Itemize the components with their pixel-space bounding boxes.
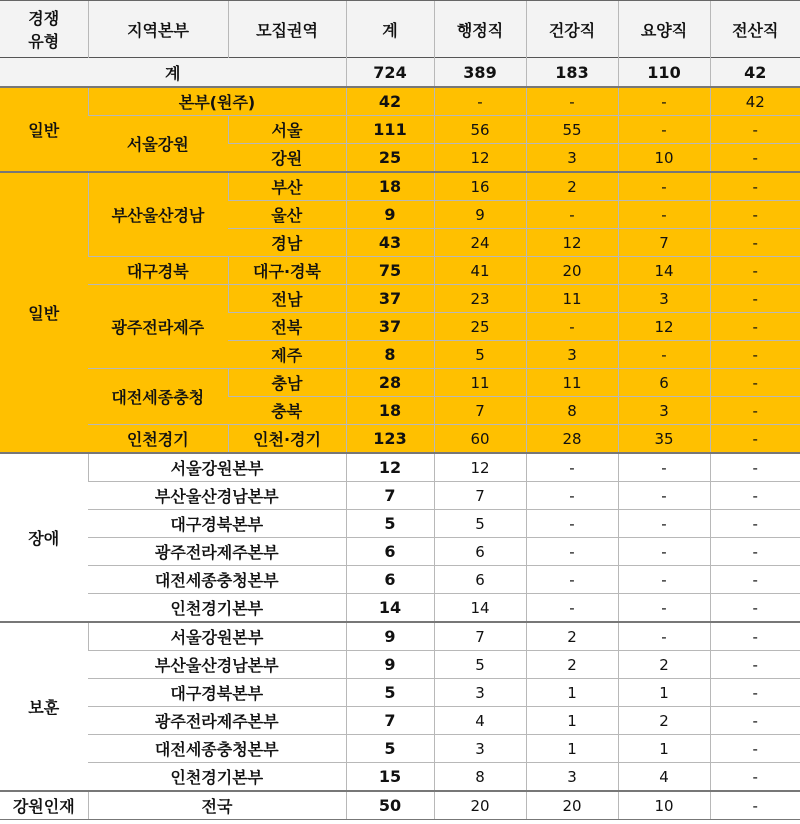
area-cell: 부산: [228, 172, 346, 201]
table-row: [0, 679, 800, 707]
cell-health: 1: [526, 735, 618, 763]
cell-total: 7: [346, 707, 434, 735]
cell-health: 20: [526, 257, 618, 285]
region-cell: 서울강원본부: [88, 622, 346, 651]
cell-it: -: [710, 313, 800, 341]
cell-it: -: [710, 594, 800, 623]
table-row: [0, 622, 800, 651]
competition-type-cell: 강원인재: [0, 791, 88, 820]
cell-health: -: [526, 482, 618, 510]
cell-health: 11: [526, 369, 618, 397]
cell-admin: 5: [434, 651, 526, 679]
area-cell: 전남: [228, 285, 346, 313]
header-type: 경쟁 유형: [0, 1, 88, 58]
cell-health: 2: [526, 622, 618, 651]
cell-care: -: [618, 341, 710, 369]
region-cell: 대전세종충청: [88, 369, 228, 425]
table-row: [0, 566, 800, 594]
region-cell: 서울강원본부: [88, 453, 346, 482]
region-cell: 서울강원: [88, 116, 228, 173]
table-row: [0, 257, 800, 285]
cell-health: -: [526, 510, 618, 538]
header-admin: 행정직: [434, 1, 526, 58]
cell-care: 3: [618, 397, 710, 425]
cell-admin: 7: [434, 482, 526, 510]
header-total: 계: [346, 1, 434, 58]
cell-it: -: [710, 397, 800, 425]
cell-health: 2: [526, 172, 618, 201]
region-cell: 부산울산경남: [88, 172, 228, 257]
cell-total: 12: [346, 453, 434, 482]
cell-it: -: [710, 622, 800, 651]
table-row: [0, 791, 800, 820]
grand-total-care: 110: [618, 58, 710, 88]
cell-health: 1: [526, 679, 618, 707]
area-cell: 충북: [228, 397, 346, 425]
cell-it: -: [710, 229, 800, 257]
cell-health: -: [526, 313, 618, 341]
cell-care: 14: [618, 257, 710, 285]
region-cell: 인천경기: [88, 425, 228, 454]
region-cell: 광주전라제주본부: [88, 538, 346, 566]
cell-care: 4: [618, 763, 710, 792]
competition-type-cell: 장애: [0, 453, 88, 622]
table-row: [0, 453, 800, 482]
cell-it: -: [710, 341, 800, 369]
cell-health: 3: [526, 341, 618, 369]
cell-admin: -: [434, 87, 526, 116]
competition-type-cell: 일반: [0, 87, 88, 172]
cell-health: 3: [526, 144, 618, 173]
cell-care: -: [618, 201, 710, 229]
cell-it: 42: [710, 87, 800, 116]
header-row: [0, 1, 800, 58]
region-cell: 광주전라제주: [88, 285, 228, 369]
cell-it: -: [710, 566, 800, 594]
cell-total: 42: [346, 87, 434, 116]
header-care: 요양직: [618, 1, 710, 58]
cell-care: -: [618, 116, 710, 144]
grand-total-label: 계: [0, 58, 346, 88]
region-cell: 대구경북: [88, 257, 228, 285]
cell-care: 2: [618, 707, 710, 735]
cell-admin: 56: [434, 116, 526, 144]
grand-total-it: 42: [710, 58, 800, 88]
area-cell: 울산: [228, 201, 346, 229]
region-cell: 대전세종충청본부: [88, 735, 346, 763]
cell-care: 12: [618, 313, 710, 341]
cell-care: 2: [618, 651, 710, 679]
table-row: [0, 510, 800, 538]
cell-total: 37: [346, 285, 434, 313]
cell-health: 11: [526, 285, 618, 313]
cell-total: 5: [346, 510, 434, 538]
cell-it: -: [710, 707, 800, 735]
table-row: [0, 425, 800, 454]
cell-total: 5: [346, 679, 434, 707]
cell-it: -: [710, 369, 800, 397]
region-cell: 부산울산경남본부: [88, 482, 346, 510]
cell-total: 43: [346, 229, 434, 257]
cell-it: -: [710, 285, 800, 313]
cell-it: -: [710, 116, 800, 144]
cell-total: 7: [346, 482, 434, 510]
cell-admin: 14: [434, 594, 526, 623]
cell-it: -: [710, 510, 800, 538]
cell-total: 25: [346, 144, 434, 173]
header-health: 건강직: [526, 1, 618, 58]
table-row: [0, 116, 800, 144]
cell-admin: 60: [434, 425, 526, 454]
cell-it: -: [710, 257, 800, 285]
cell-it: -: [710, 172, 800, 201]
cell-admin: 23: [434, 285, 526, 313]
cell-health: -: [526, 87, 618, 116]
table-row: [0, 87, 800, 116]
cell-admin: 11: [434, 369, 526, 397]
table-row: [0, 707, 800, 735]
cell-total: 5: [346, 735, 434, 763]
region-cell: 대전세종충청본부: [88, 566, 346, 594]
cell-it: -: [710, 651, 800, 679]
cell-care: -: [618, 87, 710, 116]
cell-total: 14: [346, 594, 434, 623]
cell-health: 12: [526, 229, 618, 257]
cell-care: -: [618, 566, 710, 594]
cell-care: 3: [618, 285, 710, 313]
cell-admin: 20: [434, 791, 526, 820]
cell-care: -: [618, 172, 710, 201]
cell-it: -: [710, 763, 800, 792]
table-row: [0, 651, 800, 679]
grand-total-health: 183: [526, 58, 618, 88]
cell-admin: 9: [434, 201, 526, 229]
grand-total-total: 724: [346, 58, 434, 88]
header-it: 전산직: [710, 1, 800, 58]
cell-admin: 41: [434, 257, 526, 285]
cell-it: -: [710, 201, 800, 229]
competition-type-cell: 일반: [0, 172, 88, 453]
cell-care: -: [618, 453, 710, 482]
cell-care: 6: [618, 369, 710, 397]
cell-health: 8: [526, 397, 618, 425]
table-row: [0, 763, 800, 792]
region-cell: 전국: [88, 791, 346, 820]
table-row: [0, 594, 800, 623]
cell-admin: 6: [434, 566, 526, 594]
cell-care: 10: [618, 791, 710, 820]
cell-total: 50: [346, 791, 434, 820]
cell-admin: 4: [434, 707, 526, 735]
area-cell: 제주: [228, 341, 346, 369]
cell-admin: 25: [434, 313, 526, 341]
cell-care: -: [618, 622, 710, 651]
area-cell: 대구·경북: [228, 257, 346, 285]
cell-it: -: [710, 538, 800, 566]
cell-it: -: [710, 791, 800, 820]
cell-admin: 12: [434, 144, 526, 173]
grand-total-row: [0, 58, 800, 88]
region-cell: 인천경기본부: [88, 594, 346, 623]
cell-admin: 7: [434, 397, 526, 425]
cell-total: 111: [346, 116, 434, 144]
cell-total: 8: [346, 341, 434, 369]
table-row: [0, 538, 800, 566]
cell-total: 9: [346, 651, 434, 679]
region-cell: 본부(원주): [88, 87, 346, 116]
cell-total: 18: [346, 397, 434, 425]
cell-admin: 5: [434, 341, 526, 369]
header-area: 모집권역: [228, 1, 346, 58]
cell-health: 20: [526, 791, 618, 820]
competition-type-cell: 보훈: [0, 622, 88, 791]
cell-care: -: [618, 538, 710, 566]
cell-it: -: [710, 679, 800, 707]
cell-health: 55: [526, 116, 618, 144]
region-cell: 인천경기본부: [88, 763, 346, 792]
cell-admin: 6: [434, 538, 526, 566]
header-region: 지역본부: [88, 1, 228, 58]
cell-total: 18: [346, 172, 434, 201]
region-cell: 대구경북본부: [88, 510, 346, 538]
cell-health: -: [526, 538, 618, 566]
cell-care: -: [618, 482, 710, 510]
cell-total: 9: [346, 201, 434, 229]
cell-admin: 24: [434, 229, 526, 257]
area-cell: 경남: [228, 229, 346, 257]
region-cell: 광주전라제주본부: [88, 707, 346, 735]
cell-total: 6: [346, 538, 434, 566]
table-row: [0, 285, 800, 313]
area-cell: 전북: [228, 313, 346, 341]
area-cell: 강원: [228, 144, 346, 173]
cell-it: -: [710, 144, 800, 173]
cell-health: -: [526, 594, 618, 623]
cell-admin: 8: [434, 763, 526, 792]
cell-it: -: [710, 425, 800, 454]
grand-total-admin: 389: [434, 58, 526, 88]
cell-admin: 3: [434, 679, 526, 707]
table-row: [0, 482, 800, 510]
cell-care: 1: [618, 679, 710, 707]
cell-total: 9: [346, 622, 434, 651]
cell-health: 1: [526, 707, 618, 735]
cell-it: -: [710, 453, 800, 482]
cell-total: 37: [346, 313, 434, 341]
cell-total: 123: [346, 425, 434, 454]
cell-care: -: [618, 510, 710, 538]
cell-health: -: [526, 201, 618, 229]
cell-admin: 5: [434, 510, 526, 538]
cell-health: 2: [526, 651, 618, 679]
cell-care: 1: [618, 735, 710, 763]
cell-it: -: [710, 482, 800, 510]
table-row: [0, 735, 800, 763]
cell-admin: 7: [434, 622, 526, 651]
cell-health: -: [526, 566, 618, 594]
cell-admin: 16: [434, 172, 526, 201]
cell-admin: 12: [434, 453, 526, 482]
area-cell: 충남: [228, 369, 346, 397]
cell-care: 10: [618, 144, 710, 173]
cell-admin: 3: [434, 735, 526, 763]
cell-health: -: [526, 453, 618, 482]
cell-health: 28: [526, 425, 618, 454]
cell-total: 6: [346, 566, 434, 594]
cell-it: -: [710, 735, 800, 763]
region-cell: 대구경북본부: [88, 679, 346, 707]
region-cell: 부산울산경남본부: [88, 651, 346, 679]
cell-health: 3: [526, 763, 618, 792]
cell-total: 75: [346, 257, 434, 285]
cell-care: 7: [618, 229, 710, 257]
table-row: [0, 369, 800, 397]
cell-care: 35: [618, 425, 710, 454]
table-row: [0, 172, 800, 201]
cell-care: -: [618, 594, 710, 623]
area-cell: 서울: [228, 116, 346, 144]
cell-total: 15: [346, 763, 434, 792]
cell-total: 28: [346, 369, 434, 397]
area-cell: 인천·경기: [228, 425, 346, 454]
